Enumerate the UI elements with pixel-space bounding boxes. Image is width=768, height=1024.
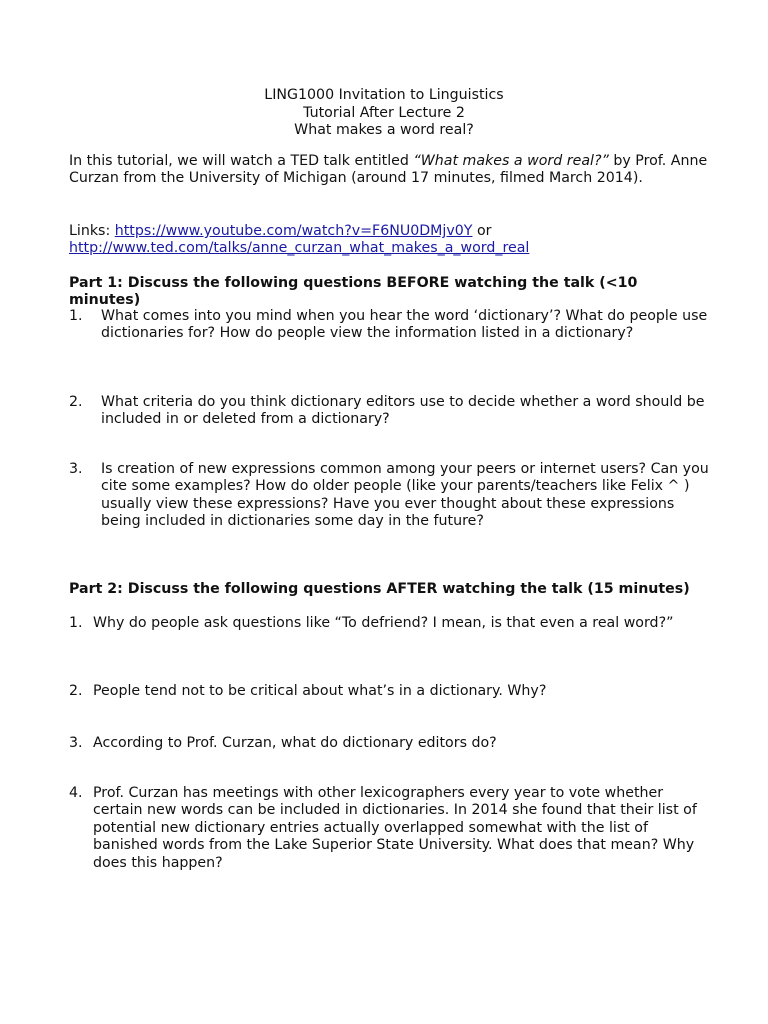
question-text: People tend not to be critical about what’s in a dictionary. Why? <box>93 683 547 699</box>
part2-question-4 <box>69 785 709 872</box>
part2-question-2 <box>69 683 709 700</box>
question-number: 2. <box>69 394 83 410</box>
question-number: 1. <box>69 308 83 324</box>
question-text: What criteria do you think dictionary editors use to decide whether a word should be included in or deleted from a dictionary? <box>101 394 705 428</box>
question-text: Prof. Curzan has meetings with other lexicographers every year to vote whether certain new words can be included in dictionaries. In 2014 she found that their list of potential new dictionary entries actually overlapped somewhat with the list of banished words from the Lake Superior State University. What does that mean? Why does this happen? <box>93 785 697 871</box>
intro-text-before: In this tutorial, we will watch a TED talk entitled <box>69 153 414 169</box>
part1-question-2 <box>69 394 709 429</box>
part1-question-1 <box>69 308 709 343</box>
question-number: 4. <box>69 785 83 801</box>
talk-title: “What makes a word real?” <box>413 153 609 169</box>
question-text: According to Prof. Curzan, what do dictionary editors do? <box>93 735 497 751</box>
intro-text-after: by Prof. Anne Curzan from the University of Michigan (around 17 minutes, filmed March 2014). <box>69 153 708 187</box>
intro-paragraph <box>69 153 709 188</box>
question-number: 1. <box>69 615 83 631</box>
part1-heading: Part 1: Discuss the following questions BEFORE watching the talk (<10 minutes) <box>69 275 638 308</box>
question-number: 2. <box>69 683 83 699</box>
question-number: 3. <box>69 461 83 477</box>
links-separator: or <box>472 223 492 239</box>
ted-link[interactable]: http://www.ted.com/talks/anne_curzan_what_makes_a_word_real <box>69 240 530 257</box>
part1-question-3 <box>69 461 709 531</box>
title-block <box>0 87 768 140</box>
tutorial-subtitle: Tutorial After Lecture 2 <box>303 104 465 121</box>
links-paragraph <box>69 223 709 258</box>
question-number: 3. <box>69 735 83 751</box>
question-text: Is creation of new expressions common among your peers or internet users? Can you cite some examples? How do older people (like your parents/teachers like Felix ^ ) usually view these expressions? Have you ever thought about these expressions being included in dictionaries some day in the future? <box>101 461 709 530</box>
question-text: What comes into you mind when you hear the word ‘dictionary’? What do people use dictionaries for? How do people view the information listed in a dictionary? <box>101 308 708 342</box>
part2-question-3 <box>69 735 709 752</box>
links-label: Links: <box>69 223 115 239</box>
course-title: LING1000 Invitation to Linguistics <box>264 87 504 103</box>
youtube-link[interactable]: https://www.youtube.com/watch?v=F6NU0DMjv0Y <box>114 223 473 239</box>
part2-question-1 <box>69 615 709 632</box>
question-text: Why do people ask questions like “To defriend? I mean, is that even a real word?” <box>93 615 674 631</box>
topic-title: What makes a word real? <box>294 122 474 139</box>
part2-heading: Part 2: Discuss the following questions AFTER watching the talk (15 minutes) <box>69 581 690 597</box>
